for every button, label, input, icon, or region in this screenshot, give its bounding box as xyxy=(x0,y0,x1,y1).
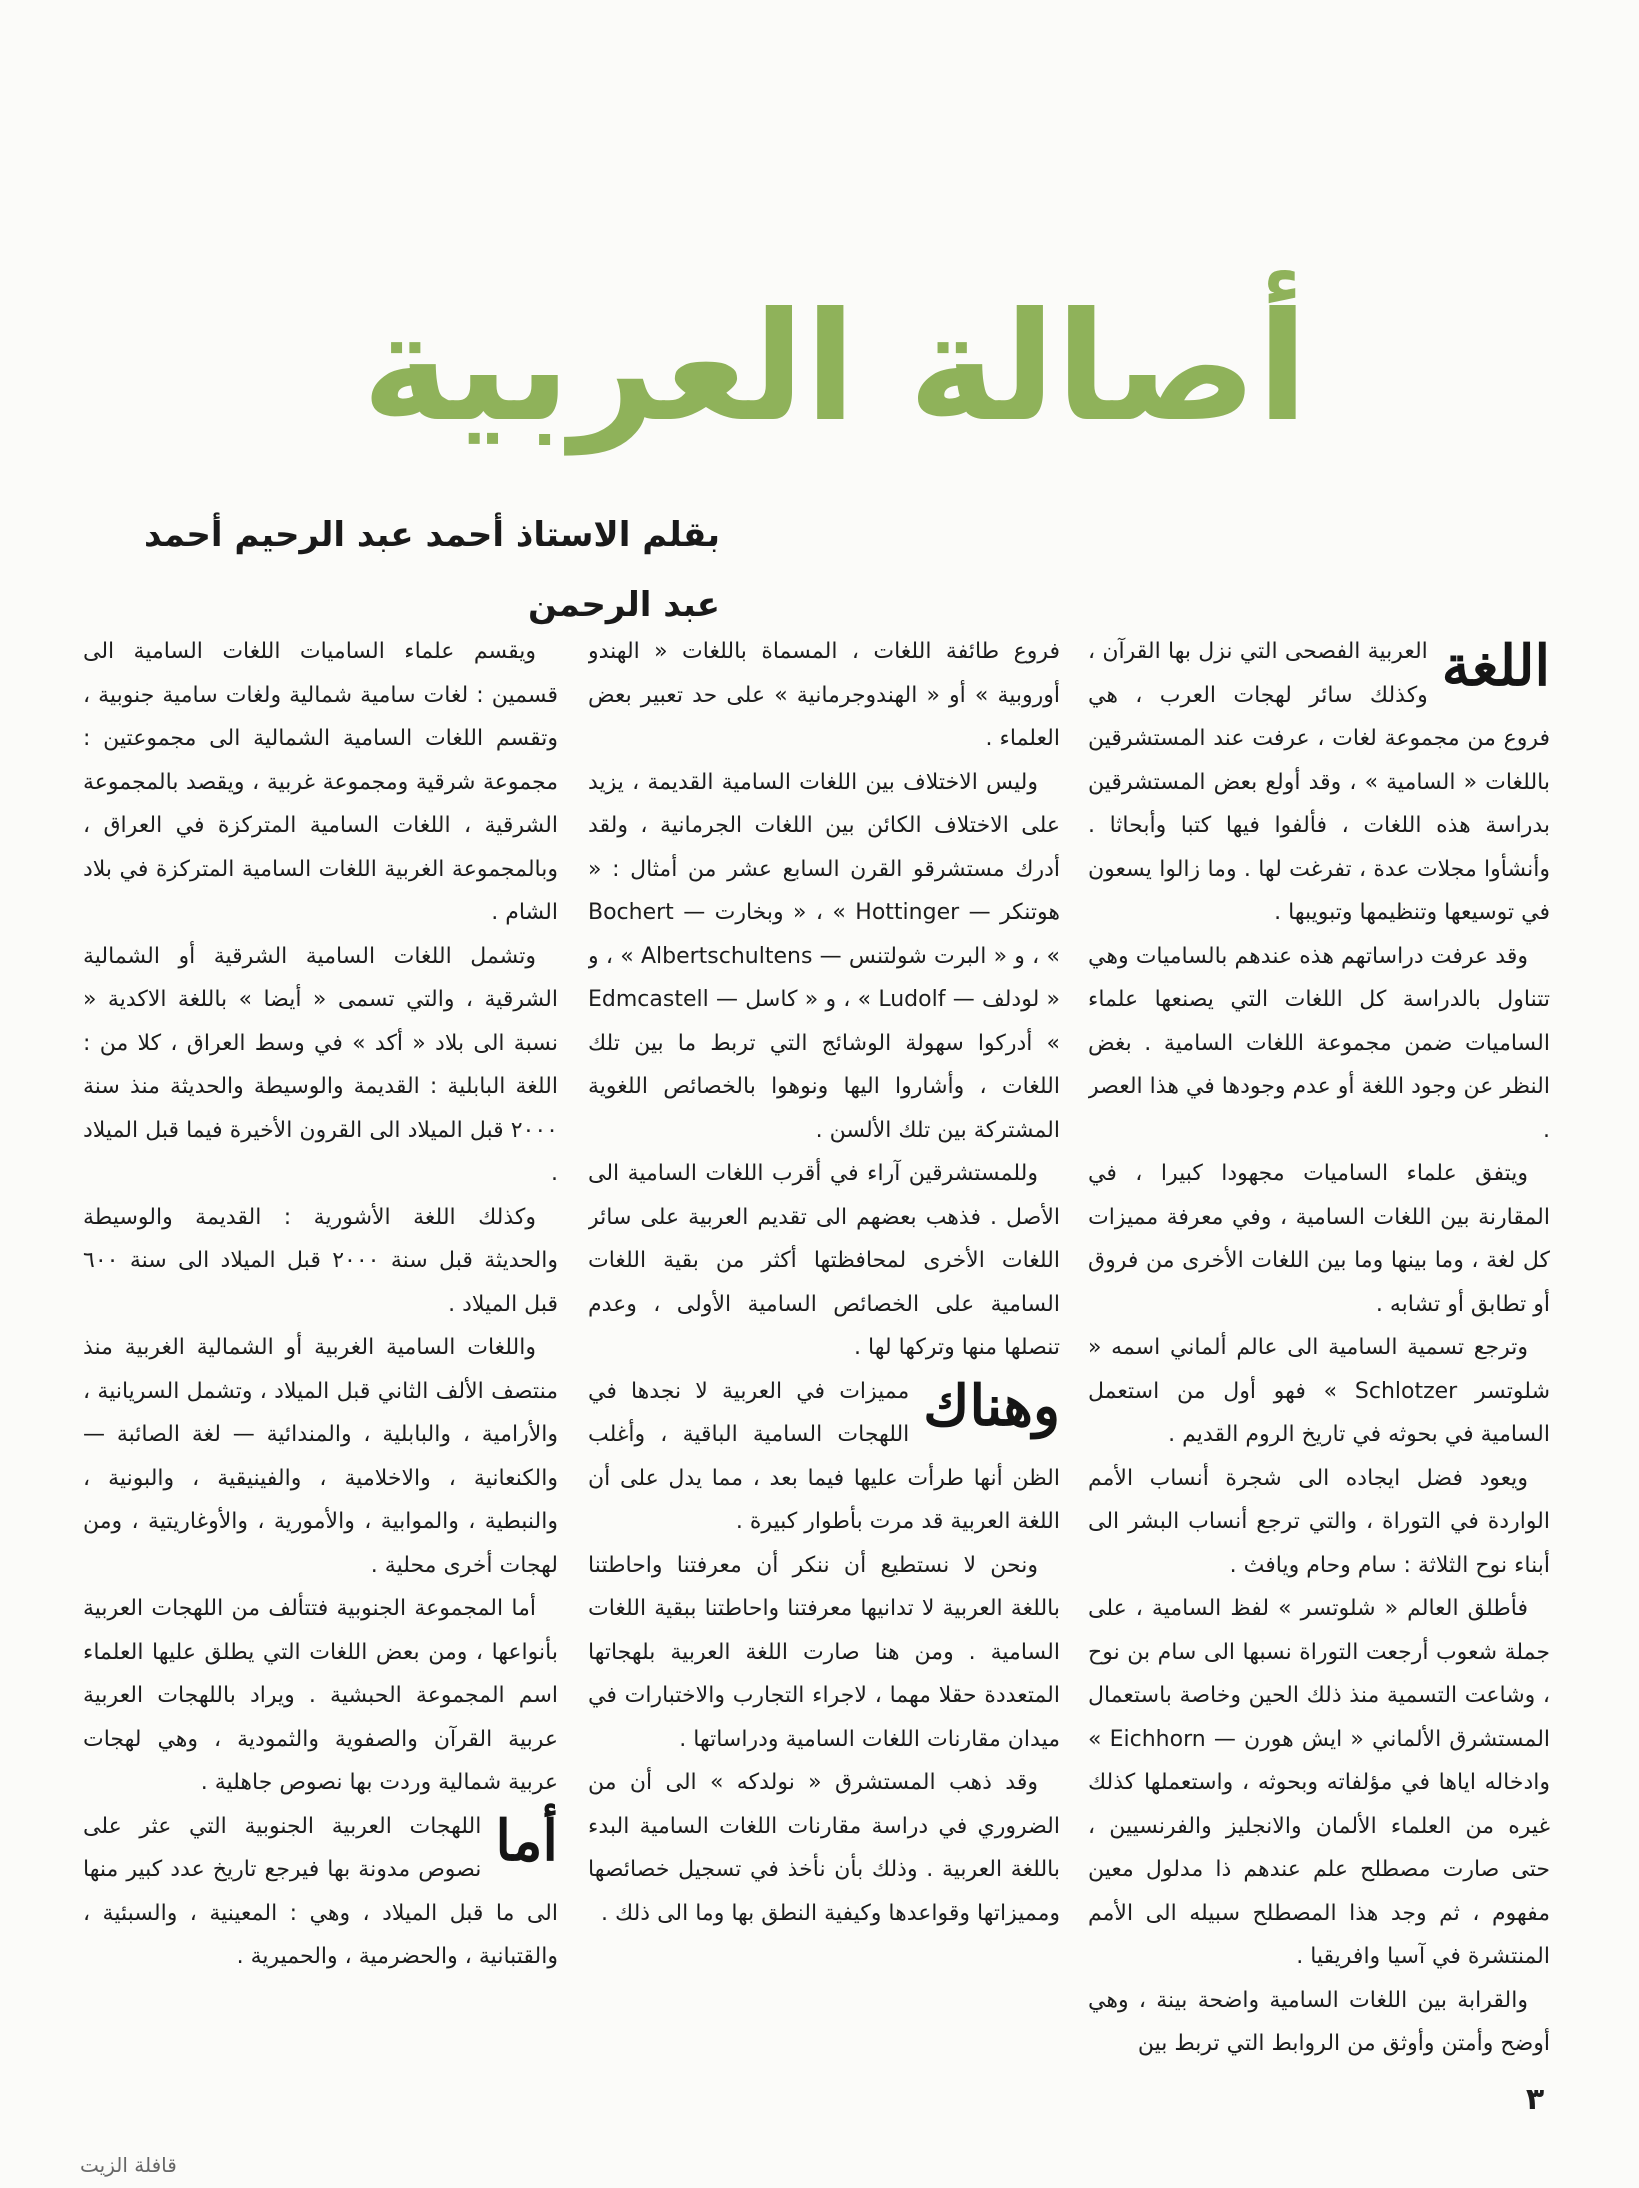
paragraph: وترجع تسمية السامية الى عالم ألماني اسمه « شلوتسر Schlotzer » فهو أول من استعمل السامية في بحوثه في تاريخ الروم القديم . xyxy=(1088,1335,1550,1447)
lead-word: أما xyxy=(495,1807,558,1874)
paragraph: ويقسم علماء الساميات اللغات السامية الى قسمين : لغات سامية شمالية ولغات سامية جنوبية ، وتقسم اللغات السامية الشمالية الى مجموعتين : مجموعة شرقية ومجموعة غربية ، ويقصد بالمجموعة الشرقية ، اللغات السامية المتركزة في العراق ، وبالمجموعة الغربية اللغات السامية المتركزة في بلاد الشام . xyxy=(83,639,558,925)
paragraph: ويعود فضل ايجاده الى شجرة أنساب الأمم الواردة في التوراة ، والتي ترجع أنساب البشر الى أبناء نوح الثلاثة : سام وحام ويافث . xyxy=(1088,1465,1550,1578)
paragraph: وكذلك اللغة الأشورية : القديمة والوسيطة والحديثة قبل سنة ٢٠٠٠ قبل الميلاد الى سنة ٦٠٠ قبل الميلاد . xyxy=(83,1204,558,1317)
article-title: أصالة العربية xyxy=(361,281,1309,455)
paragraph: ونحن لا نستطيع أن ننكر أن معرفتنا واحاطتنا باللغة العربية لا تدانيها معرفتنا واحاطتنا ببقية اللغات السامية . ومن هنا صارت اللغة العربية بلهجاتها المتعددة حقلا مهما ، لاجراء التجارب والاختبارات في ميدان مقارنات اللغات السامية ودراساتها . xyxy=(588,1552,1060,1752)
paragraph: وليس الاختلاف بين اللغات السامية القديمة ، يزيد على الاختلاف الكائن بين اللغات الجرمانية ، ولقد أدرك مستشرقو القرن السابع عشر من أمثال : « هوتنكر — Hottinger » ، « وبخارت — Bochert » ، و « البرت شولتنس — Albertschultens » ، و « لودلف — Ludolf » ، و « كاسل — Edmcastell » أدركوا سهولة الوشائج التي تربط ما بين تلك اللغات ، وأشاروا اليها ونوهوا بالخصائص اللغوية المشتركة بين تلك الألسن . xyxy=(588,769,1060,1143)
paragraph: فروع طائفة اللغات ، المسماة باللغات « الهندو أوروبية » أو « الهندوجرمانية » على حد تعبير بعض العلماء . xyxy=(588,639,1060,751)
paragraph: فأطلق العالم « شلوتسر » لفظ السامية ، على جملة شعوب أرجعت التوراة نسبها الى سام بن نوح ، وشاعت التسمية منذ ذلك الحين وخاصة باستعمال المستشرق الألماني « ايش هورن — Eichhorn » وادخاله اياها في مؤلفاته وبحوثه ، واستعملها كذلك غيره من العلماء الألمان والانجليز والفرنسيين ، حتى صارت مصطلح علم عندهم ذا مدلول معين مفهوم ، ثم وجد هذا المصطلح سبيله الى الأمم المنتشرة في آسيا وافريقيا . xyxy=(1088,1596,1550,1969)
paragraph: أما اللهجات العربية الجنوبية التي عثر على نصوص مدونة بها فيرجع تاريخ عدد كبير منها الى ما قبل الميلاد ، وهي : المعينية ، والسبئية ، والقتبانية ، والحضرمية ، والحميرية . xyxy=(83,1805,558,1979)
lead-word: اللغة xyxy=(1441,633,1550,699)
article-byline: بقلم الاستاذ أحمد عبد الرحيم أحمد عبد الرحمن xyxy=(143,515,720,625)
paragraph: اللغة العربية الفصحى التي نزل بها القرآن ، وكذلك سائر لهجات العرب ، هي فروع من مجموعة لغات ، عرفت عند المستشرقين باللغات « السامية » ، وقد أولع بعض المستشرقين بدراسة هذه اللغات ، فألفوا فيها كتبا وأبحاثا . وأنشأوا مجلات عدة ، تفرغت لها . وما زالوا يسعون في توسيعها وتنظيمها وتبويبها . xyxy=(1088,630,1550,935)
paragraph: واللغات السامية الغربية أو الشمالية الغربية منذ منتصف الألف الثاني قبل الميلاد ، وتشمل السريانية ، والأرامية ، والبابلية ، والمندائية — لغة الصائبة — والكنعانية ، والاخلامية ، والفينيقية ، والبونية ، والنبطية ، والموابية ، والأمورية ، والأوغاريتية ، ومن لهجات أخرى محلية . xyxy=(83,1335,558,1578)
paragraph: وتشمل اللغات السامية الشرقية أو الشمالية الشرقية ، والتي تسمى « أيضا » باللغة الاكدية « نسبة الى بلاد « أكد » في وسط العراق ، كلا من : اللغة البابلية : القديمة والوسيطة والحديثة منذ سنة ٢٠٠٠ قبل الميلاد الى القرون الأخيرة فيما قبل الميلاد . xyxy=(83,943,558,1186)
page-number: ٣ xyxy=(1525,2082,1545,2117)
paragraph: وهناك مميزات في العربية لا نجدها في اللهجات السامية الباقية ، وأغلب الظن أنها طرأت عليها فيما بعد ، مما يدل على أن اللغة العربية قد مرت بأطوار كبيرة . xyxy=(588,1370,1060,1544)
paragraph: ويتفق علماء الساميات مجهودا كبيرا ، في المقارنة بين اللغات السامية ، وفي معرفة مميزات كل لغة ، وما بينها وما بين اللغات الأخرى من فروق أو تطابق أو تشابه . xyxy=(1088,1161,1550,1317)
paragraph: وللمستشرقين آراء في أقرب اللغات السامية الى الأصل . فذهب بعضهم الى تقديم العربية على سائر اللغات الأخرى لمحافظتها أكثر من بقية اللغات السامية على الخصائص السامية الأولى ، وعدم تنصلها منها وتركها لها . xyxy=(588,1161,1060,1360)
paragraph: وقد ذهب المستشرق « نولدكه » الى أن من الضروري في دراسة مقارنات اللغات السامية البدء باللغة العربية . وذلك بأن نأخذ في تسجيل خصائصها ومميزاتها وقواعدها وكيفية النطق بها وما الى ذلك . xyxy=(588,1770,1060,1926)
paragraph: أما المجموعة الجنوبية فتتألف من اللهجات العربية بأنواعها ، ومن بعض اللغات التي يطلق عليها العلماء اسم المجموعة الحبشية . ويراد باللهجات العربية عربية القرآن والصفوية والثمودية ، وهي لهجات عربية شمالية وردت بها نصوص جاهلية . xyxy=(83,1596,558,1795)
column-right xyxy=(1088,630,1550,2060)
column-middle xyxy=(588,630,1060,2060)
paragraph: والقرابة بين اللغات السامية واضحة بينة ، وهي أوضح وأمتن وأوثق من الروابط التي تربط بين xyxy=(1088,1987,1550,2056)
lead-word: وهناك xyxy=(923,1372,1060,1439)
magazine-name: قافلة الزيت xyxy=(80,2153,177,2177)
column-left xyxy=(83,630,558,2060)
paragraph: وقد عرفت دراساتهم هذه عندهم بالساميات وهي تتناول بالدراسة كل اللغات التي يصنعها علماء الساميات ضمن مجموعة اللغات السامية . بغض النظر عن وجود اللغة أو عدم وجودها في هذا العصر . xyxy=(1088,943,1550,1143)
